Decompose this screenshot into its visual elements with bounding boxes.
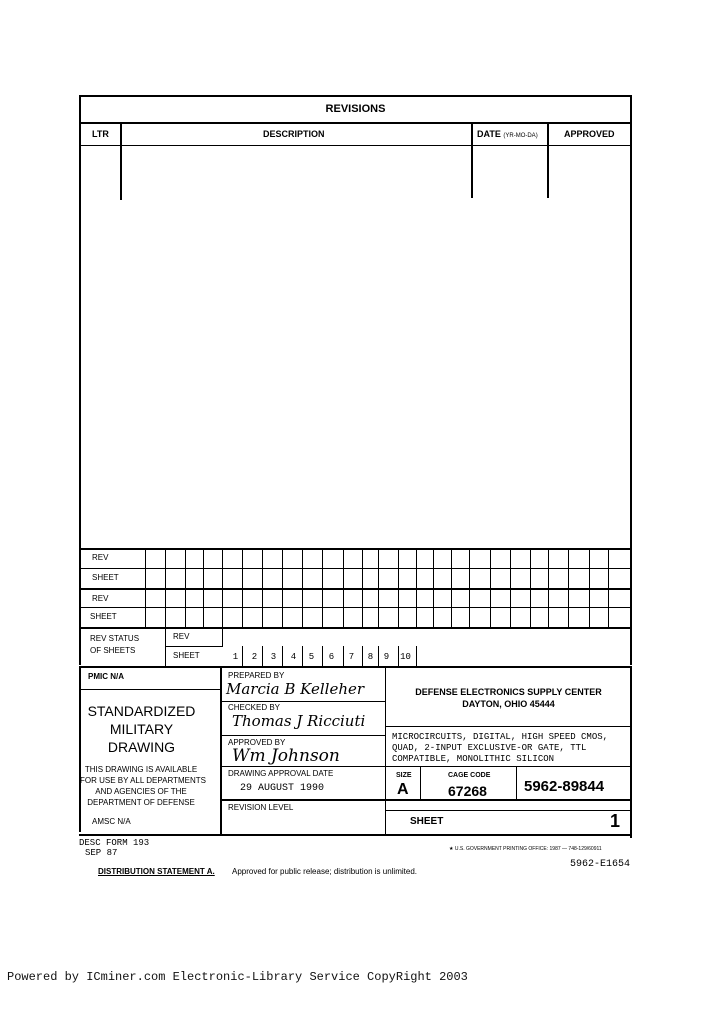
form-number: DESC FORM 193 [79,838,150,848]
amsc-label: AMSC N/A [92,817,131,826]
grid-divider-upper-21 [568,548,569,627]
prepared-by-label: PREPARED BY [228,671,285,680]
grid-divider-upper-23 [608,548,609,627]
standardized-line: STANDARDIZED [87,703,196,719]
col-date: DATE (YR-MO-DA) [477,129,538,139]
distribution-statement-label: DISTRIBUTION STATEMENT A. [98,867,215,876]
sheet-number-10: 10 [400,652,411,662]
cage-code-value: 67268 [448,783,487,799]
grid-divider-lower-9 [416,646,417,666]
distribution-statement-text: Approved for public release; distribution is unlimited. [232,867,417,876]
rev-status-label: REV STATUS [90,634,140,643]
sheet-row-2-label: SHEET [92,573,119,582]
gpo-notice: ★ U.S. GOVERNMENT PRINTING OFFICE: 1987 — 748-129/60911 [449,846,602,852]
of-sheets-label: OF SHEETS [90,646,136,655]
revisions-title: REVISIONS [325,103,386,115]
approval-date-label: DRAWING APPROVAL DATE [228,769,334,778]
col-description: DESCRIPTION [263,129,325,139]
grid-divider-upper-19 [530,548,531,627]
pmic-label: PMIC N/A [88,672,124,681]
grid-divider-upper-3 [222,548,223,627]
availability-line-2: FOR USE BY ALL DEPARTMENTS [80,776,206,785]
grid-divider-upper-22 [589,548,590,627]
availability-line-4: DEPARTMENT OF DEFENSE [87,798,195,807]
grid-divider-upper-9 [343,548,344,627]
grid-divider-upper-0 [165,548,166,627]
approved-by-signature: Wm Johnson [232,746,340,766]
checked-by-signature: Thomas J Ricciuti [232,712,366,730]
grid-divider-upper-11 [378,548,379,627]
sheet-number-6: 6 [328,652,335,662]
grid-divider-upper-5 [262,548,263,627]
grid-divider-upper-12 [398,548,399,627]
availability-line-1: THIS DRAWING IS AVAILABLE [84,765,198,774]
grid-divider-upper-13 [416,548,417,627]
sheet-label: SHEET [173,651,200,660]
grid-divider-upper-20 [548,548,549,627]
grid-divider-upper-15 [451,548,452,627]
sheet-number-4: 4 [290,652,297,662]
form-date: SEP 87 [85,848,118,858]
approved-by-label: APPROVED BY [228,738,286,747]
revision-level-label: REVISION LEVEL [228,803,294,812]
grid-divider-upper-10 [362,548,363,627]
checked-by-label: CHECKED BY [228,703,281,712]
grid-divider-upper-4 [242,548,243,627]
title-line-1: MICROCIRCUITS, DIGITAL, HIGH SPEED CMOS, [392,732,609,742]
rev-row-1-label: REV [92,553,109,562]
sheet-block-value: 1 [610,811,621,831]
availability-line-3: AND AGENCIES OF THE [95,787,187,796]
rev-row-3-label: REV [92,594,109,603]
grid-divider-upper-1 [185,548,186,627]
grid-divider-upper-2 [203,548,204,627]
sheet-number-1: 1 [232,652,239,662]
col-ltr: LTR [92,129,109,139]
military-line: MILITARY [109,721,174,737]
powered-by-banner: Powered by ICminer.com Electronic-Library Service CopyRight 2003 [7,970,468,984]
grid-divider-upper-7 [302,548,303,627]
prepared-by-signature: Marcia B Kelleher [226,680,365,698]
rev-label: REV [173,632,190,641]
col-approved: APPROVED [564,129,615,139]
size-label: SIZE [396,772,412,779]
grid-divider-upper-16 [469,548,470,627]
drawing-line: DRAWING [107,739,176,755]
sheet-number-7: 7 [348,652,355,662]
grid-divider-upper-17 [490,548,491,627]
sheet-row-4-label: SHEET [90,612,117,621]
agency-name: DEFENSE ELECTRONICS SUPPLY CENTER [415,687,602,697]
size-value: A [397,781,409,798]
sheet-number-5: 5 [308,652,315,662]
sheet-block-label: SHEET [410,816,444,827]
cage-code-label: CAGE CODE [448,772,491,779]
grid-divider-upper-14 [433,548,434,627]
sheet-number-8: 8 [367,652,374,662]
approval-date-value: 29 AUGUST 1990 [240,783,325,794]
grid-divider-upper-6 [282,548,283,627]
drawing-number: 5962-89844 [524,778,605,795]
agency-address: DAYTON, OHIO 45444 [462,699,555,709]
title-line-3: COMPATIBLE, MONOLITHIC SILICON [392,754,555,764]
sheet-number-3: 3 [270,652,277,662]
col-date-format: (YR-MO-DA) [503,133,538,139]
sheet-number-9: 9 [383,652,390,662]
document-number: 5962-E1654 [570,859,631,870]
grid-divider-upper-18 [510,548,511,627]
title-line-2: QUAD, 2-INPUT EXCLUSIVE-OR GATE, TTL [392,743,587,753]
sheet-number-2: 2 [251,652,258,662]
grid-divider-upper-8 [322,548,323,627]
